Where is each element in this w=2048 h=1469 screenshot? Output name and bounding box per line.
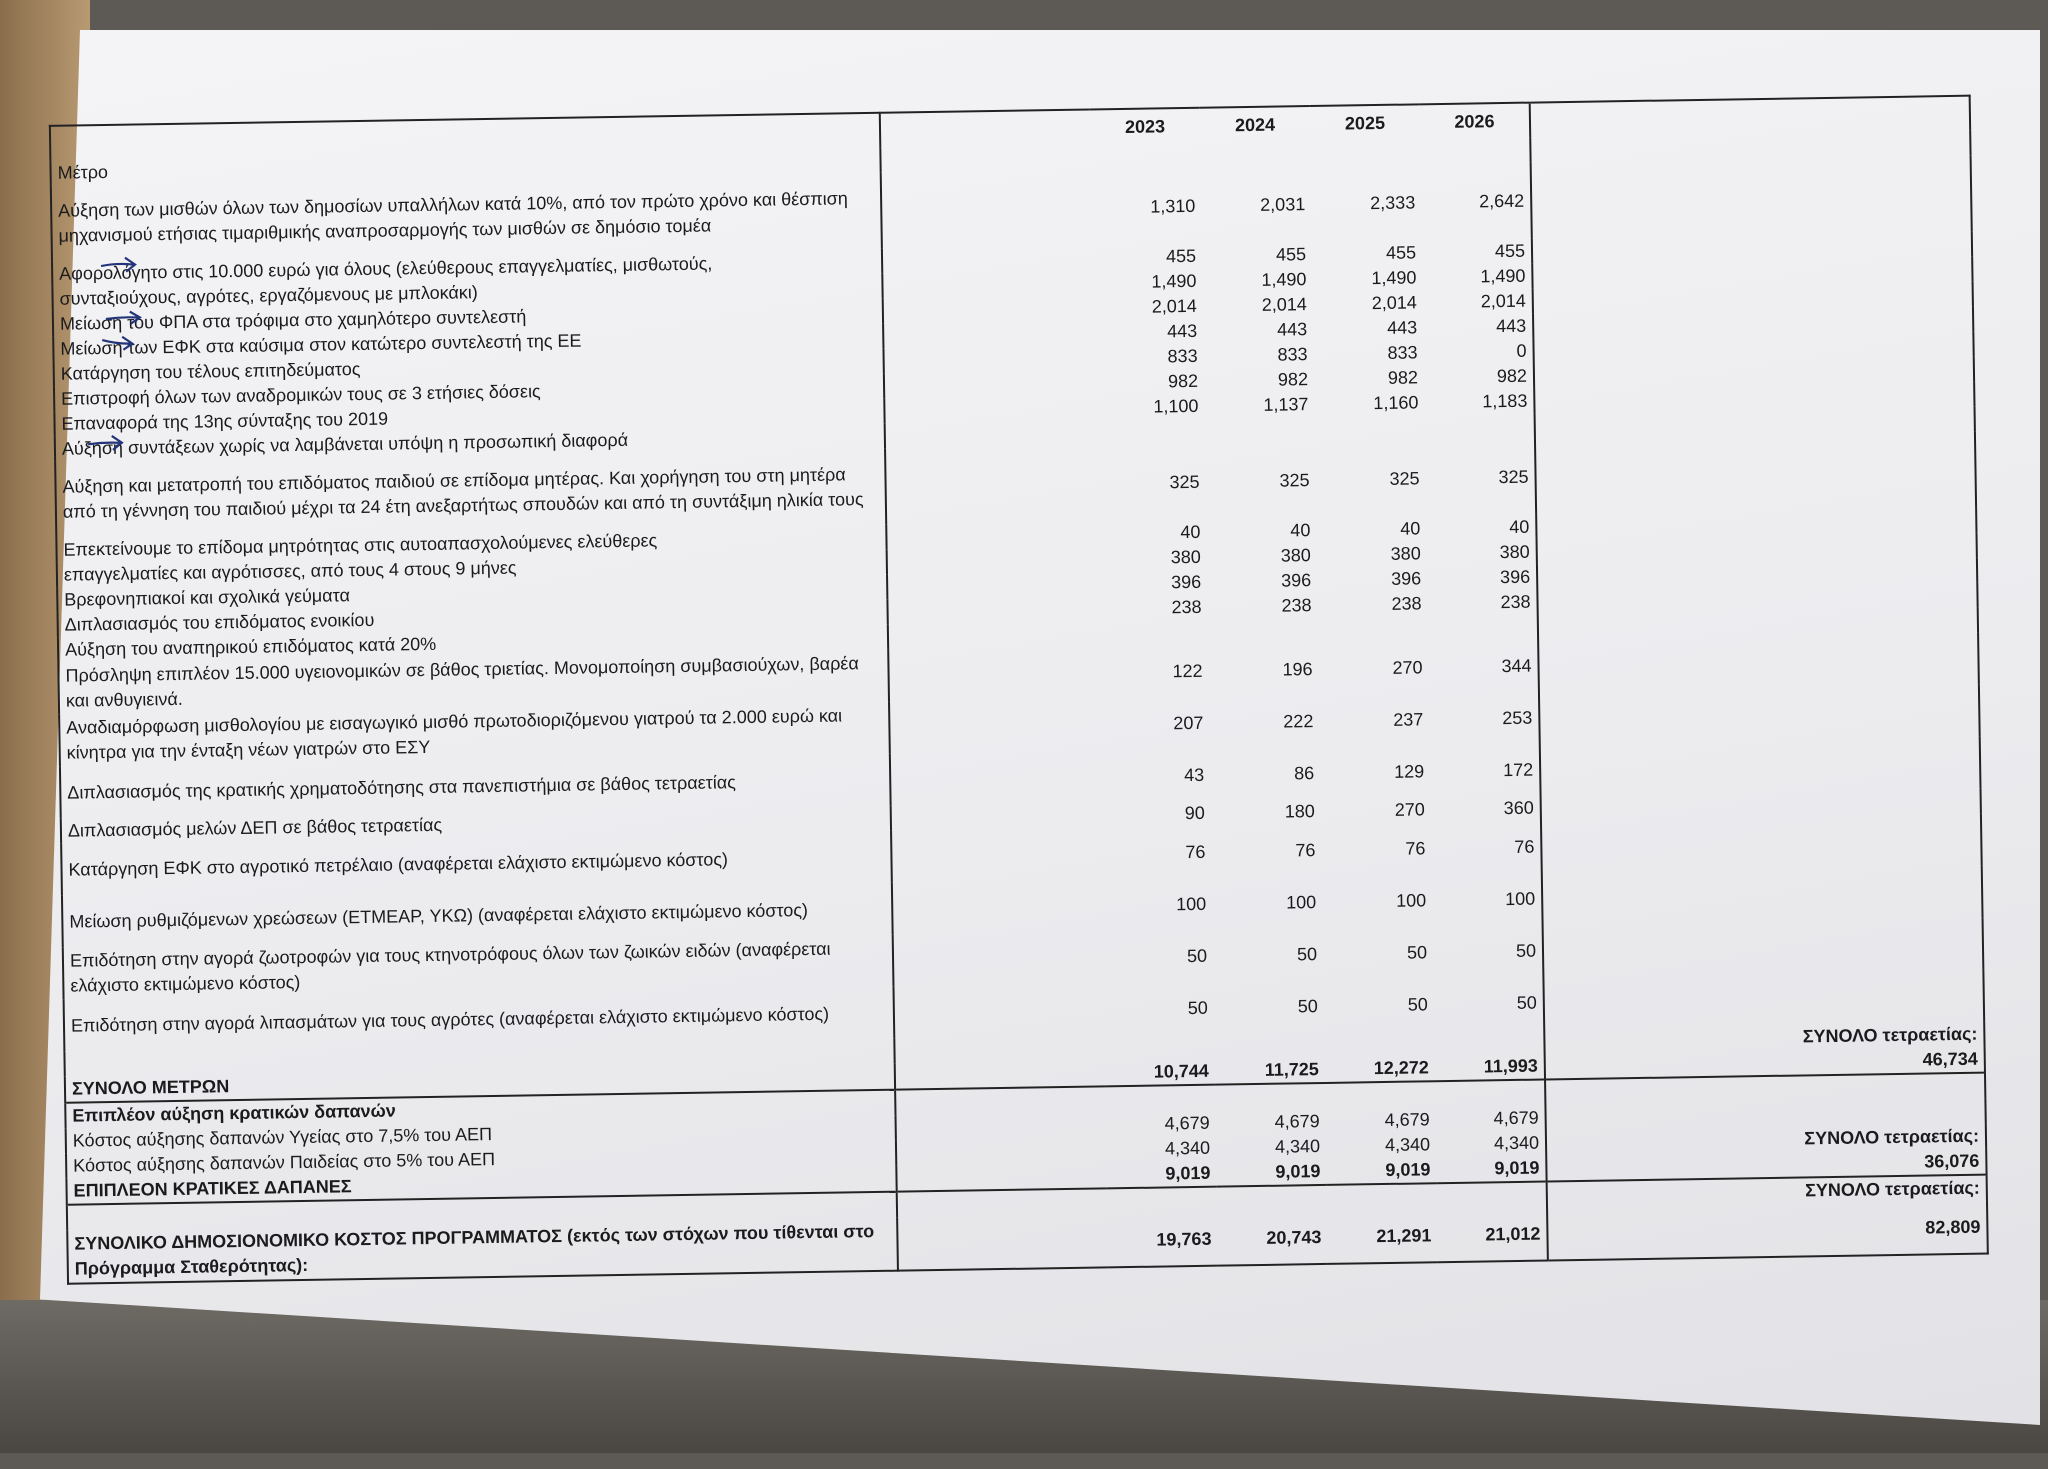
year-value [1327, 1183, 1437, 1211]
year-value: 20,743 [1217, 1211, 1328, 1266]
year-value: 270 [1394, 799, 1425, 820]
year-value: 2,014 [1480, 290, 1526, 312]
year-value: 1,310 [1150, 195, 1196, 217]
year-value: 982 [1167, 370, 1199, 392]
row-description: Αύξηση και μετατροπή του επιδόματος παιδιού σε επίδομα μητέρας. Και χορήγηση του στη μητέρα από τη γέννηση του παιδιού μέχρι τα 24 έτη ανεξαρτήτως σπουδών και από τη συντάξιμη ηλικία τους [55, 449, 886, 538]
year-value: 4,340 [1164, 1137, 1211, 1159]
year-header: 2026 [1420, 103, 1531, 140]
spending-total-label: ΕΠΙΠΛΕΟΝ ΚΡΑΤΙΚΕΣ ΔΑΠΑΝΕΣ [66, 1166, 896, 1205]
year-value [1437, 1181, 1547, 1209]
row-description: Διπλασιασμός της κρατικής χρηματοδότησης στα πανεπιστήμια σε βάθος τετραετίας [60, 754, 891, 819]
year-value: 40 [1509, 516, 1530, 537]
year-value: 4,679 [1164, 1112, 1210, 1134]
year-value: 4,340 [1493, 1132, 1540, 1154]
year-value: 12,272 [1373, 1057, 1429, 1079]
year-value: 40 [1180, 521, 1201, 543]
four-year-total-label: ΣΥΝΟΛΟ τετραετίας: [1544, 1022, 1984, 1054]
row-description: Διπλασιασμός μελών ΔΕΠ σε βάθος τετραετίας [61, 806, 891, 844]
row-description: Πρόσληψη επιπλέον 15.000 υγειονομικών σε βάθος τριετίας. Μονομοποίηση συμβασιούχων, βαρέα και ανθυγιεινά. [58, 650, 889, 715]
year-header: 2025 [1310, 104, 1421, 141]
year-value: 2,014 [1371, 292, 1417, 314]
year-value [1325, 1081, 1435, 1109]
year-value: 1,137 [1263, 394, 1309, 415]
year-value: 833 [1277, 344, 1308, 365]
year-value: 50 [1516, 992, 1537, 1013]
year-value: 100 [1176, 893, 1207, 914]
year-value [1215, 1083, 1325, 1111]
year-value: 90 [1184, 802, 1205, 824]
year-value: 196 [1282, 658, 1313, 680]
year-value: 443 [1277, 319, 1308, 340]
year-value [1098, 620, 1208, 647]
spending-title: Επιπλέον αύξηση κρατικών δαπανών [65, 1090, 895, 1129]
budget-table [49, 95, 1989, 1285]
year-value: 11,725 [1264, 1059, 1319, 1080]
year-header: 2023 [1090, 108, 1201, 145]
row-description: Αύξηση των μισθών όλων των δημοσίων υπαλλήλων κατά 10%, από τον πρώτο χρόνο και θέσπιση μηχανισμού ετήσιας τιμαριθμικής αναπροσαρμογής των μισθών σε δημόσιο τομέα [51, 173, 882, 262]
year-value: 380 [1499, 541, 1530, 563]
row-description: Μείωση των ΕΦΚ στα καύσιμα στον κατώτερο συντελεστή της ΕΕ [53, 324, 883, 362]
year-value: 396 [1499, 566, 1531, 588]
year-value [1434, 1028, 1544, 1055]
year-value: 50 [1297, 995, 1318, 1016]
year-value [1318, 616, 1428, 643]
year-value: 43 [1184, 764, 1205, 785]
measure-label: Μέτρο [50, 148, 880, 186]
year-value [1315, 415, 1425, 442]
year-value: 443 [1386, 317, 1418, 338]
hand-drawn-arrow-icon [98, 331, 138, 354]
four-year-total-label: ΣΥΝΟΛΟ τετραετίας: [1546, 1124, 1986, 1156]
year-value: 11,993 [1483, 1055, 1538, 1077]
year-value: 1,490 [1261, 269, 1307, 290]
year-value: 325 [1169, 471, 1200, 492]
row-description: Μείωση ρυθμιζόμενων χρεώσεων (ΕΤΜΕΑΡ, ΥΚΩ) (αναφέρεται ελάχιστο εκτιμώμενο κόστος) [62, 883, 893, 948]
measures-total-label: ΣΥΝΟΛΟ ΜΕΤΡΩΝ [65, 1064, 895, 1103]
row-description: συνταξιούχους, αγρότες, εργαζόμενους με μπλοκάκι) [52, 274, 882, 312]
grand-total-label: ΣΥΝΟΛΙΚΟ ΔΗΜΟΣΙΟΝΟΜΙΚΟ ΚΟΣΤΟΣ ΠΡΟΓΡΑΜΜΑΤΟΣ (εκτός των στόχων που τίθενται στο Πρόγραμμα Σταθερότητας): [67, 1218, 898, 1284]
year-value: 325 [1389, 467, 1420, 489]
year-value [1208, 618, 1318, 645]
year-value: 76 [1185, 841, 1206, 862]
hand-drawn-arrow-icon [99, 253, 139, 276]
year-value: 1,100 [1153, 395, 1199, 417]
year-value: 1,183 [1482, 390, 1528, 412]
year-header: 2024 [1200, 106, 1311, 143]
row-description: Επαναφορά της 13ης σύνταξης του 2019 [54, 399, 884, 437]
hand-drawn-arrow-icon [86, 432, 126, 455]
row-description: Κατάργηση του τέλους επιτηδεύματος [54, 349, 884, 387]
row-description: Κόστος αύξησης δαπανών Υγείας στο 7,5% του ΑΕΠ [66, 1116, 896, 1154]
year-value [1217, 1185, 1327, 1213]
budget-table-body [50, 96, 1988, 1284]
year-value [1428, 615, 1538, 642]
year-value: 0 [1516, 340, 1527, 361]
row-description: επαγγελματίες και αγρότισσες, από τους 4 στους 9 μήνες [57, 550, 887, 588]
year-value [1324, 1030, 1434, 1057]
row-description: Επιστροφή όλων των αναδρομικών τους σε 3 ετήσιες δόσεις [54, 374, 884, 412]
year-value [1104, 1034, 1214, 1061]
year-value: 455 [1494, 240, 1526, 262]
year-value: 455 [1275, 244, 1307, 265]
year-value: 2,014 [1151, 295, 1197, 317]
year-value: 455 [1385, 242, 1417, 263]
year-value: 396 [1280, 570, 1312, 591]
four-year-total-value: 46,734 [1545, 1047, 1985, 1080]
year-value: 396 [1390, 568, 1422, 589]
year-value: 180 [1284, 801, 1315, 822]
year-value: 76 [1514, 836, 1535, 857]
year-value: 100 [1395, 889, 1427, 911]
year-value [1107, 1187, 1217, 1215]
year-value: 2,333 [1370, 191, 1416, 213]
row-description: Διπλασιασμός του επιδόματος ενοικίου [58, 600, 888, 638]
year-value: 100 [1286, 891, 1317, 913]
year-value: 40 [1290, 520, 1311, 541]
row-description: Επιδότηση στην αγορά ζωοτροφών για τους κτηνοτρόφους όλων των ζωικών ειδών (αναφέρεται ελάχιστο εκτιμώμενο κόστος) [63, 935, 894, 1000]
year-value: 9,019 [1494, 1157, 1540, 1179]
four-year-total-value: 82,809 [1547, 1201, 1988, 1261]
year-value: 1,490 [1371, 267, 1417, 289]
year-value: 380 [1390, 543, 1421, 564]
year-value: 344 [1501, 655, 1532, 676]
year-value: 9,019 [1275, 1161, 1321, 1182]
year-value: 982 [1496, 365, 1528, 387]
row-description: Μείωση του ΦΠΑ στα τρόφιμα στο χαμηλότερο συντελεστή [53, 299, 883, 337]
year-value: 238 [1391, 593, 1422, 614]
year-value: 50 [1296, 943, 1318, 964]
year-value: 253 [1502, 707, 1533, 728]
row-description: Αφορολόγητο στις 10.000 ευρώ για όλους (ελεύθερους επαγγελματίες, μισθωτούς, [52, 249, 882, 287]
year-value: 21,291 [1327, 1209, 1438, 1264]
year-value: 833 [1387, 342, 1418, 363]
year-value [1095, 419, 1205, 446]
year-value: 833 [1167, 345, 1198, 367]
year-value: 40 [1400, 518, 1421, 539]
year-value: 50 [1406, 941, 1428, 963]
row-description: Αναδιαμόρφωση μισθολογίου με εισαγωγικό μισθό πρωτοδιοριζόμενου γιατρού τα 2.000 ευρώ και κίνητρα για την ένταξη νέων γιατρών στο ΕΣΥ [59, 702, 890, 767]
year-value: 982 [1387, 367, 1419, 388]
row-description: Επεκτείνουμε το επίδομα μητρότητας στις αυτοαπασχολούμενες ελεύθερες [56, 525, 886, 563]
year-value: 19,763 [1107, 1213, 1218, 1268]
year-value [1214, 1032, 1324, 1059]
year-value: 9,019 [1385, 1159, 1431, 1181]
year-value: 50 [1186, 945, 1208, 966]
year-value: 1,490 [1151, 270, 1197, 292]
year-value: 238 [1171, 596, 1202, 618]
year-value [1425, 414, 1535, 441]
row-description: Βρεφονηπιακοί και σχολικά γεύματα [57, 575, 887, 613]
year-value: 122 [1172, 660, 1203, 681]
year-value: 76 [1295, 839, 1316, 860]
four-year-total-label: ΣΥΝΟΛΟ τετραετίας: [1547, 1175, 1987, 1208]
year-value: 50 [1407, 993, 1428, 1015]
year-value: 100 [1504, 888, 1536, 909]
row-description: Κόστος αύξησης δαπανών Παιδείας στο 5% του ΑΕΠ [66, 1141, 896, 1179]
year-value: 270 [1392, 656, 1423, 678]
year-value: 237 [1393, 708, 1424, 730]
row-description: Αύξηση του αναπηρικού επιδόματος κατά 20% [58, 625, 888, 663]
year-value: 222 [1283, 710, 1314, 732]
year-value: 982 [1277, 369, 1309, 390]
year-value: 129 [1393, 760, 1425, 782]
year-value: 4,679 [1493, 1107, 1539, 1129]
row-description: Αύξηση συντάξεων χωρίς να λαμβάνεται υπόψη η προσωπική διαφορά [55, 424, 885, 462]
year-value: 380 [1280, 545, 1311, 566]
year-value: 380 [1170, 546, 1201, 568]
four-year-total-value: 36,076 [1546, 1149, 1986, 1182]
year-value: 50 [1515, 940, 1537, 961]
year-value: 76 [1405, 837, 1426, 859]
hand-drawn-arrow-icon [104, 306, 144, 329]
year-value: 1,160 [1373, 392, 1419, 414]
row-description: Κατάργηση ΕΦΚ στο αγροτικό πετρέλαιο (αναφέρεται ελάχιστο εκτιμώμενο κόστος) [61, 831, 892, 896]
year-value: 172 [1502, 759, 1534, 780]
year-value [1105, 1085, 1215, 1113]
row-description: Επιδότηση στην αγορά λιπασμάτων για τους αγρότες (αναφέρεται ελάχιστο εκτιμώμενο κόστος) [64, 987, 895, 1052]
year-value: 4,340 [1384, 1134, 1431, 1156]
year-value: 325 [1279, 469, 1310, 491]
year-value: 10,744 [1153, 1060, 1210, 1082]
year-value: 86 [1293, 762, 1315, 783]
year-value: 4,340 [1274, 1136, 1321, 1157]
year-value: 2,014 [1261, 294, 1307, 315]
year-value: 4,679 [1274, 1111, 1320, 1132]
year-value: 443 [1495, 315, 1527, 337]
year-value: 238 [1281, 595, 1312, 616]
year-value: 50 [1187, 997, 1209, 1018]
year-value [1205, 417, 1315, 444]
year-value: 325 [1498, 466, 1529, 487]
year-value: 360 [1503, 797, 1534, 819]
year-value [1435, 1079, 1545, 1107]
year-value: 443 [1167, 320, 1198, 342]
year-value: 396 [1170, 571, 1202, 593]
year-value: 207 [1173, 712, 1204, 733]
year-value: 9,019 [1165, 1162, 1211, 1184]
year-value: 21,012 [1437, 1207, 1548, 1262]
year-value: 2,642 [1479, 190, 1525, 211]
year-value: 4,679 [1384, 1109, 1430, 1131]
year-value: 238 [1500, 591, 1531, 613]
year-value: 455 [1165, 245, 1197, 267]
year-value: 1,490 [1480, 265, 1526, 287]
year-value: 2,031 [1260, 193, 1306, 215]
